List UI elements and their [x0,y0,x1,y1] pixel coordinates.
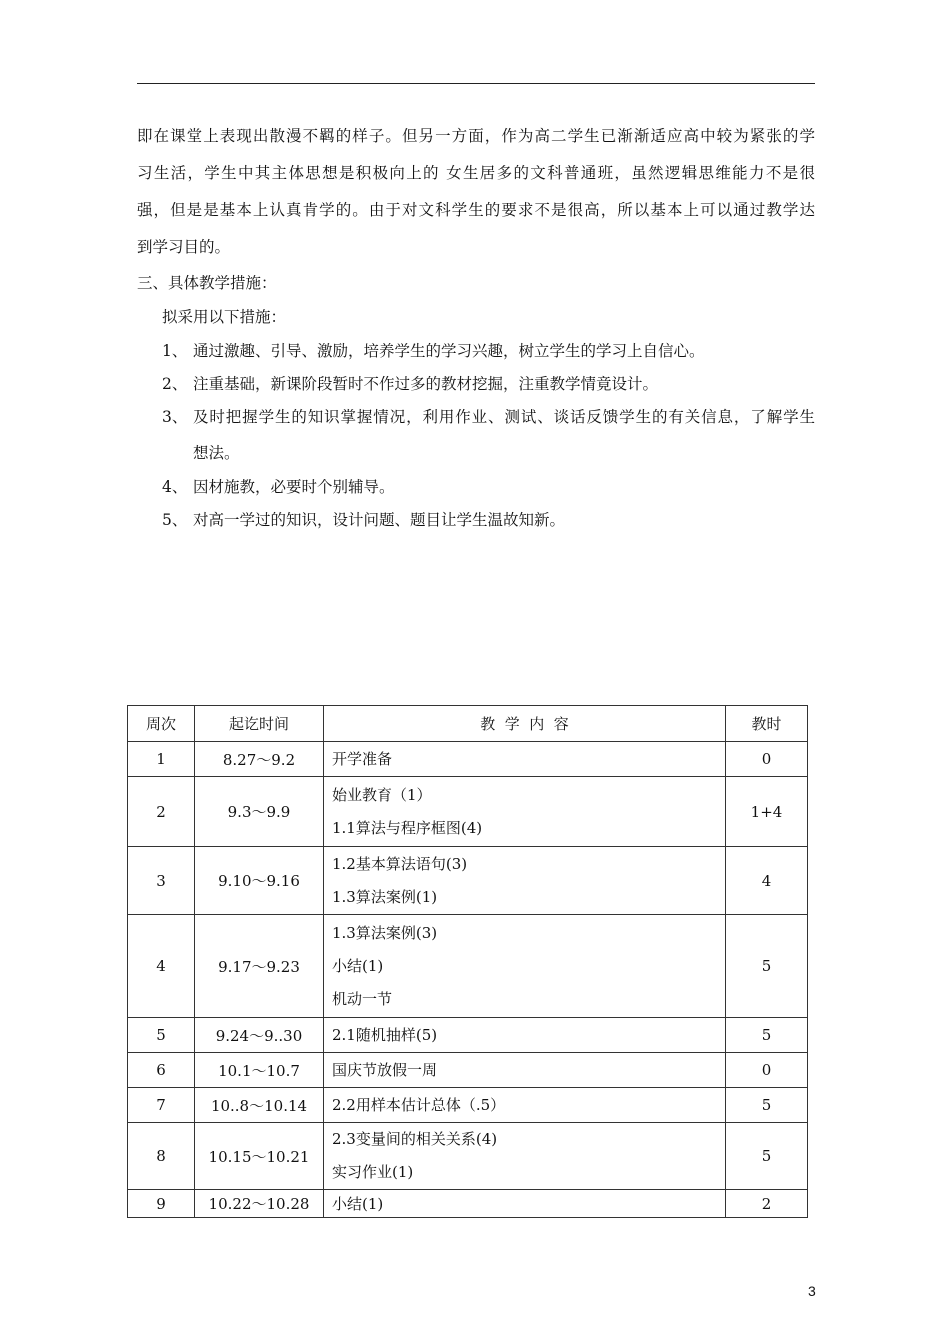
header-week: 周次 [128,706,195,742]
table-header-row [128,706,808,742]
table-row [128,742,808,777]
measure-number-4: 4、 [162,478,188,496]
content-line: 开学准备 [332,749,393,768]
cell-dates: 10.22～10.28 [195,1190,324,1218]
cell-week: 3 [128,847,195,915]
measure-text-3: 及时把握学生的知识掌握情况，利用作业、测试、谈话反馈学生的有关信息，了解学生 [193,408,815,426]
measure-number-3: 3、 [162,408,188,426]
cell-dates: 9.24～9..30 [195,1018,324,1053]
cell-hours: 2 [726,1190,808,1218]
cell-dates: 10.1～10.7 [195,1053,324,1088]
content-line: 始业教育（1） [332,785,432,804]
header-dates: 起讫时间 [195,706,324,742]
cell-dates: 10.15～10.21 [195,1123,324,1190]
measure-number-5: 5、 [162,511,188,529]
cell-hours: 5 [726,1123,808,1190]
content-line: 小结(1) [332,956,384,975]
cell-week: 5 [128,1018,195,1053]
content-line: 1.3算法案例(1) [332,887,438,906]
measure-number-1: 1、 [162,342,188,360]
content-line: 1.1算法与程序框图(4) [332,818,483,837]
content-line: 1.2基本算法语句(3) [332,854,468,873]
cell-hours: 5 [726,1018,808,1053]
cell-dates: 8.27～9.2 [195,742,324,777]
table-row [128,1053,808,1088]
content-line: 机动一节 [332,989,393,1008]
cell-content [324,742,726,777]
cell-week: 7 [128,1088,195,1123]
paragraph-line-2: 习生活，学生中其主体思想是积极向上的 女生居多的文科普通班，虽然逻辑思维能力不是很 [137,164,815,182]
content-line: 1.3算法案例(3) [332,923,438,942]
header-content: 教 学 内 容 [324,706,726,742]
content-line: 2.3变量间的相关关系(4) [332,1130,498,1148]
page-number: 3 [808,1283,816,1299]
measure-number-2: 2、 [162,375,188,393]
cell-hours: 5 [726,915,808,1018]
cell-content [324,1053,726,1088]
schedule-table [127,705,808,1218]
content-line: 国庆节放假一周 [332,1060,438,1079]
table-row [128,777,808,847]
cell-dates: 9.3～9.9 [195,777,324,847]
measure-text-1: 通过激趣、引导、激励，培养学生的学习兴趣，树立学生的学习上自信心。 [193,342,705,360]
cell-content [324,1018,726,1053]
cell-content [324,1123,726,1190]
cell-content [324,777,726,847]
cell-hours: 0 [726,1053,808,1088]
measure-text-3-cont: 想法。 [193,444,240,462]
measure-text-5: 对高一学过的知识，设计问题、题目让学生温故知新。 [193,511,566,529]
table-row [128,915,808,1018]
cell-week: 4 [128,915,195,1018]
header-hours: 教时 [726,706,808,742]
cell-week: 6 [128,1053,195,1088]
cell-week: 1 [128,742,195,777]
cell-content [324,1190,726,1218]
cell-hours: 4 [726,847,808,915]
section-heading: 三、具体教学措施： [137,274,277,292]
header-rule [137,83,815,84]
table-row [128,1190,808,1218]
paragraph-line-3: 强，但是是基本上认真肯学的。由于对文科学生的要求不是很高，所以基本上可以通过教学达 [137,201,815,219]
cell-dates: 10..8～10.14 [195,1088,324,1123]
content-line: 小结(1) [332,1194,384,1213]
table-row [128,1018,808,1053]
cell-week: 8 [128,1123,195,1190]
table-row [128,1088,808,1123]
content-line: 实习作业(1) [332,1163,414,1181]
paragraph-line-1: 即在课堂上表现出散漫不羁的样子。但另一方面，作为高二学生已渐渐适应高中较为紧张的学 [137,127,815,145]
cell-content [324,1088,726,1123]
measures-intro: 拟采用以下措施： [162,308,287,326]
cell-content [324,915,726,1018]
cell-week: 2 [128,777,195,847]
table-row [128,847,808,915]
cell-content [324,847,726,915]
cell-week: 9 [128,1190,195,1218]
cell-dates: 9.17～9.23 [195,915,324,1018]
table-row [128,1123,808,1190]
content-line: 2.1随机抽样(5) [332,1025,438,1044]
cell-hours: 5 [726,1088,808,1123]
content-line: 2.2用样本估计总体（.5） [332,1095,506,1114]
cell-hours: 0 [726,742,808,777]
measure-text-2: 注重基础，新课阶段暂时不作过多的教材挖掘，注重教学情竟设计。 [193,375,659,393]
cell-hours: 1+4 [726,777,808,847]
cell-dates: 9.10～9.16 [195,847,324,915]
paragraph-line-4: 到学习目的。 [137,238,231,256]
measure-text-4: 因材施教，必要时个别辅导。 [193,478,395,496]
